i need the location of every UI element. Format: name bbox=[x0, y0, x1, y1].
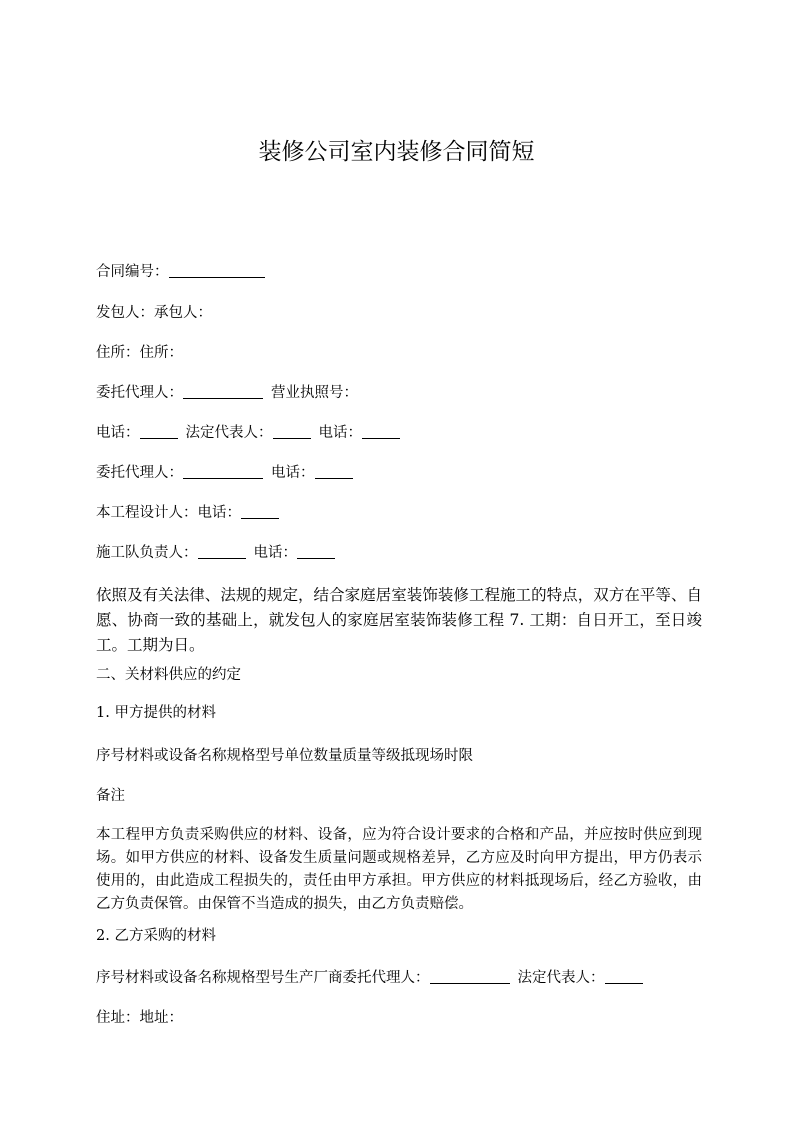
table-header-two: 序号材料或设备名称规格型号生产厂商委托代理人： bbox=[96, 970, 430, 986]
remarks-label: 备注 bbox=[96, 788, 125, 804]
phone-label-3: 电话： bbox=[271, 465, 315, 481]
phone-label-2: 电话： bbox=[318, 425, 362, 441]
agent-phone-line bbox=[96, 463, 353, 483]
agent-blank[interactable] bbox=[183, 383, 263, 399]
foreman-line bbox=[96, 543, 335, 563]
agent-label: 委托代理人： bbox=[96, 385, 183, 401]
intro-paragraph: 依照及有关法律、法规的规定，结合家庭居室装饰装修工程施工的特点，双方在平等、自愿、协商一致的基础上，就发包人的家庭居室装饰装修工程 7. 工期：自日开工，至日竣工。工期为日。 bbox=[96, 586, 702, 654]
contract-number-line bbox=[96, 262, 265, 282]
contract-number-blank[interactable] bbox=[169, 262, 265, 278]
agent-label-2: 委托代理人： bbox=[96, 465, 183, 481]
designer-phone-blank[interactable] bbox=[241, 503, 279, 519]
contract-number-label: 合同编号： bbox=[96, 264, 169, 280]
designer-line bbox=[96, 503, 279, 523]
phone-blank[interactable] bbox=[140, 423, 178, 439]
agent-blank-2[interactable] bbox=[183, 463, 263, 479]
designer-label: 本工程设计人：电话： bbox=[96, 505, 241, 521]
residence-line: 住址：地址： bbox=[96, 1010, 183, 1026]
foreman-phone-blank[interactable] bbox=[297, 543, 335, 559]
material-paragraph: 本工程甲方负责采购供应的材料、设备，应为符合设计要求的合格和产品，并应按时供应到现场。如甲方供应的材料、设备发生质量问题或规格差异，乙方应及时向甲方提出，甲方仍表示使用的，由此造成工程损失的，责任由甲方承担。甲方供应的材料抵现场后，经乙方验收，由乙方负责保管。由保管不当造成的损失，由乙方负责赔偿。 bbox=[96, 827, 702, 912]
item-one-heading: 1. 甲方提供的材料 bbox=[96, 705, 216, 721]
legal-rep-blank-2[interactable] bbox=[605, 968, 643, 984]
legal-rep-label-2: 法定代表人： bbox=[517, 970, 605, 986]
phone-legal-rep-line bbox=[96, 423, 400, 443]
agent-blank-3[interactable] bbox=[430, 968, 510, 984]
phone-label: 电话： bbox=[96, 425, 140, 441]
table-header-two-line bbox=[96, 968, 643, 988]
foreman-label: 施工队负责人： bbox=[96, 545, 198, 561]
parties-line: 发包人：承包人： bbox=[96, 305, 212, 321]
phone-blank-2[interactable] bbox=[362, 423, 400, 439]
address-line: 住所：住所： bbox=[96, 345, 183, 361]
document-title: 装修公司室内装修合同简短 bbox=[258, 139, 535, 165]
agent-license-line bbox=[96, 383, 358, 403]
legal-rep-blank[interactable] bbox=[273, 423, 311, 439]
license-label: 营业执照号： bbox=[271, 385, 358, 401]
table-header-one: 序号材料或设备名称规格型号单位数量质量等级抵现场时限 bbox=[96, 748, 473, 764]
phone-blank-3[interactable] bbox=[315, 463, 353, 479]
section-two-heading: 二、关材料供应的约定 bbox=[96, 667, 241, 683]
foreman-blank[interactable] bbox=[198, 543, 246, 559]
item-two-heading: 2. 乙方采购的材料 bbox=[96, 928, 216, 944]
phone-label-4: 电话： bbox=[253, 545, 297, 561]
legal-rep-label: 法定代表人： bbox=[185, 425, 273, 441]
